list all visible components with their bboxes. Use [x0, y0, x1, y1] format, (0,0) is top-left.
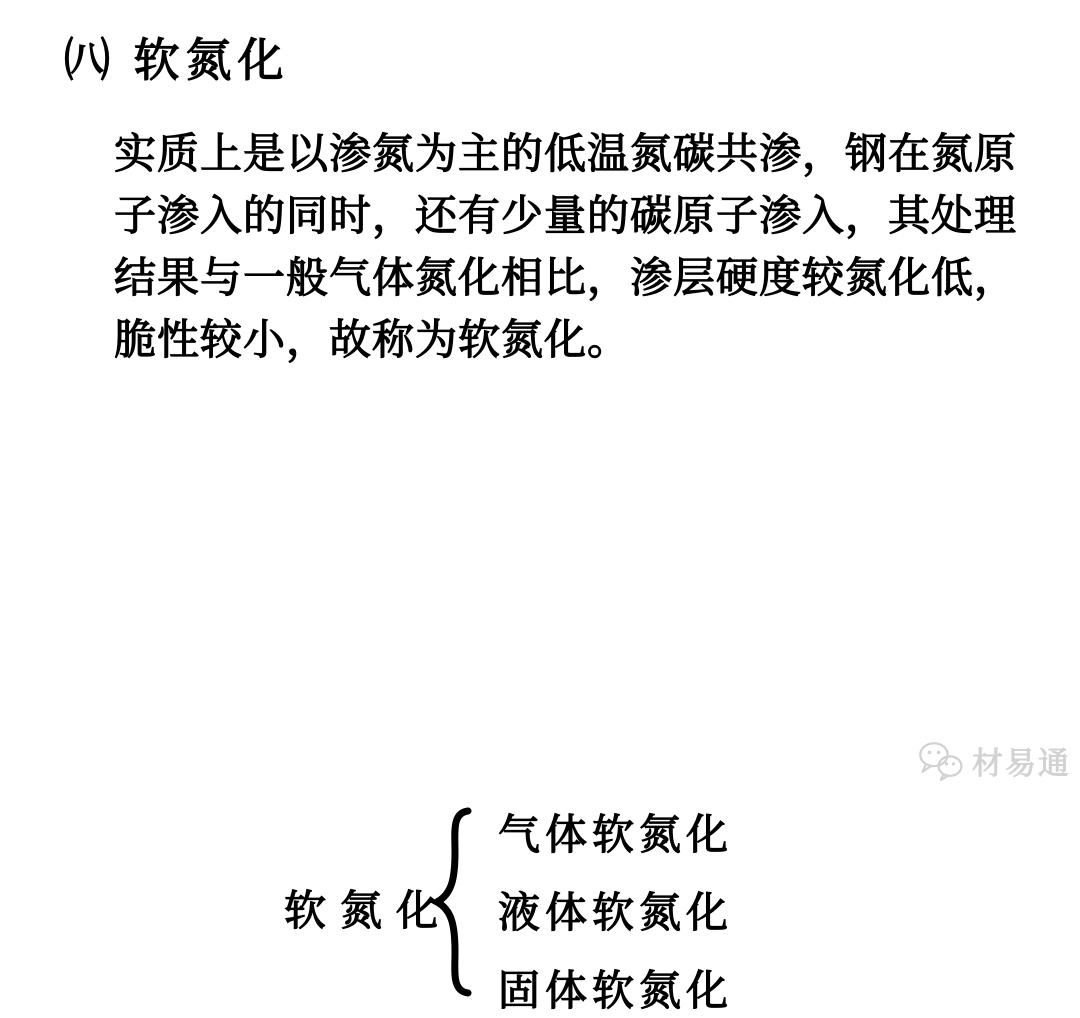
wechat-bubbles-icon: [918, 741, 966, 781]
paragraph-line: 结果与一般气体氮化相比，渗层硬度较氮化低，: [114, 256, 1018, 302]
diagram-root-label: 软氮化: [284, 889, 453, 935]
diagram-branch-gas: 气体软氮化: [498, 813, 734, 859]
body-paragraph: [114, 124, 1017, 372]
paragraph-line: 子渗入的同时，还有少量的碳原子渗入，其处理: [114, 194, 1018, 240]
paragraph-line: 脆性较小，故称为软氮化。: [114, 318, 631, 364]
slide-title: ㈧ 软氮化: [64, 35, 290, 86]
left-brace-icon: [428, 806, 476, 998]
paragraph-line: 实质上是以渗氮为主的低温氮碳共渗，钢在氮原: [114, 132, 1018, 178]
diagram-branch-liquid: 液体软氮化: [498, 891, 734, 937]
watermark: [918, 738, 1071, 783]
watermark-brand: 材易通: [972, 746, 1071, 781]
diagram-branch-solid: 固体软氮化: [498, 969, 734, 1015]
